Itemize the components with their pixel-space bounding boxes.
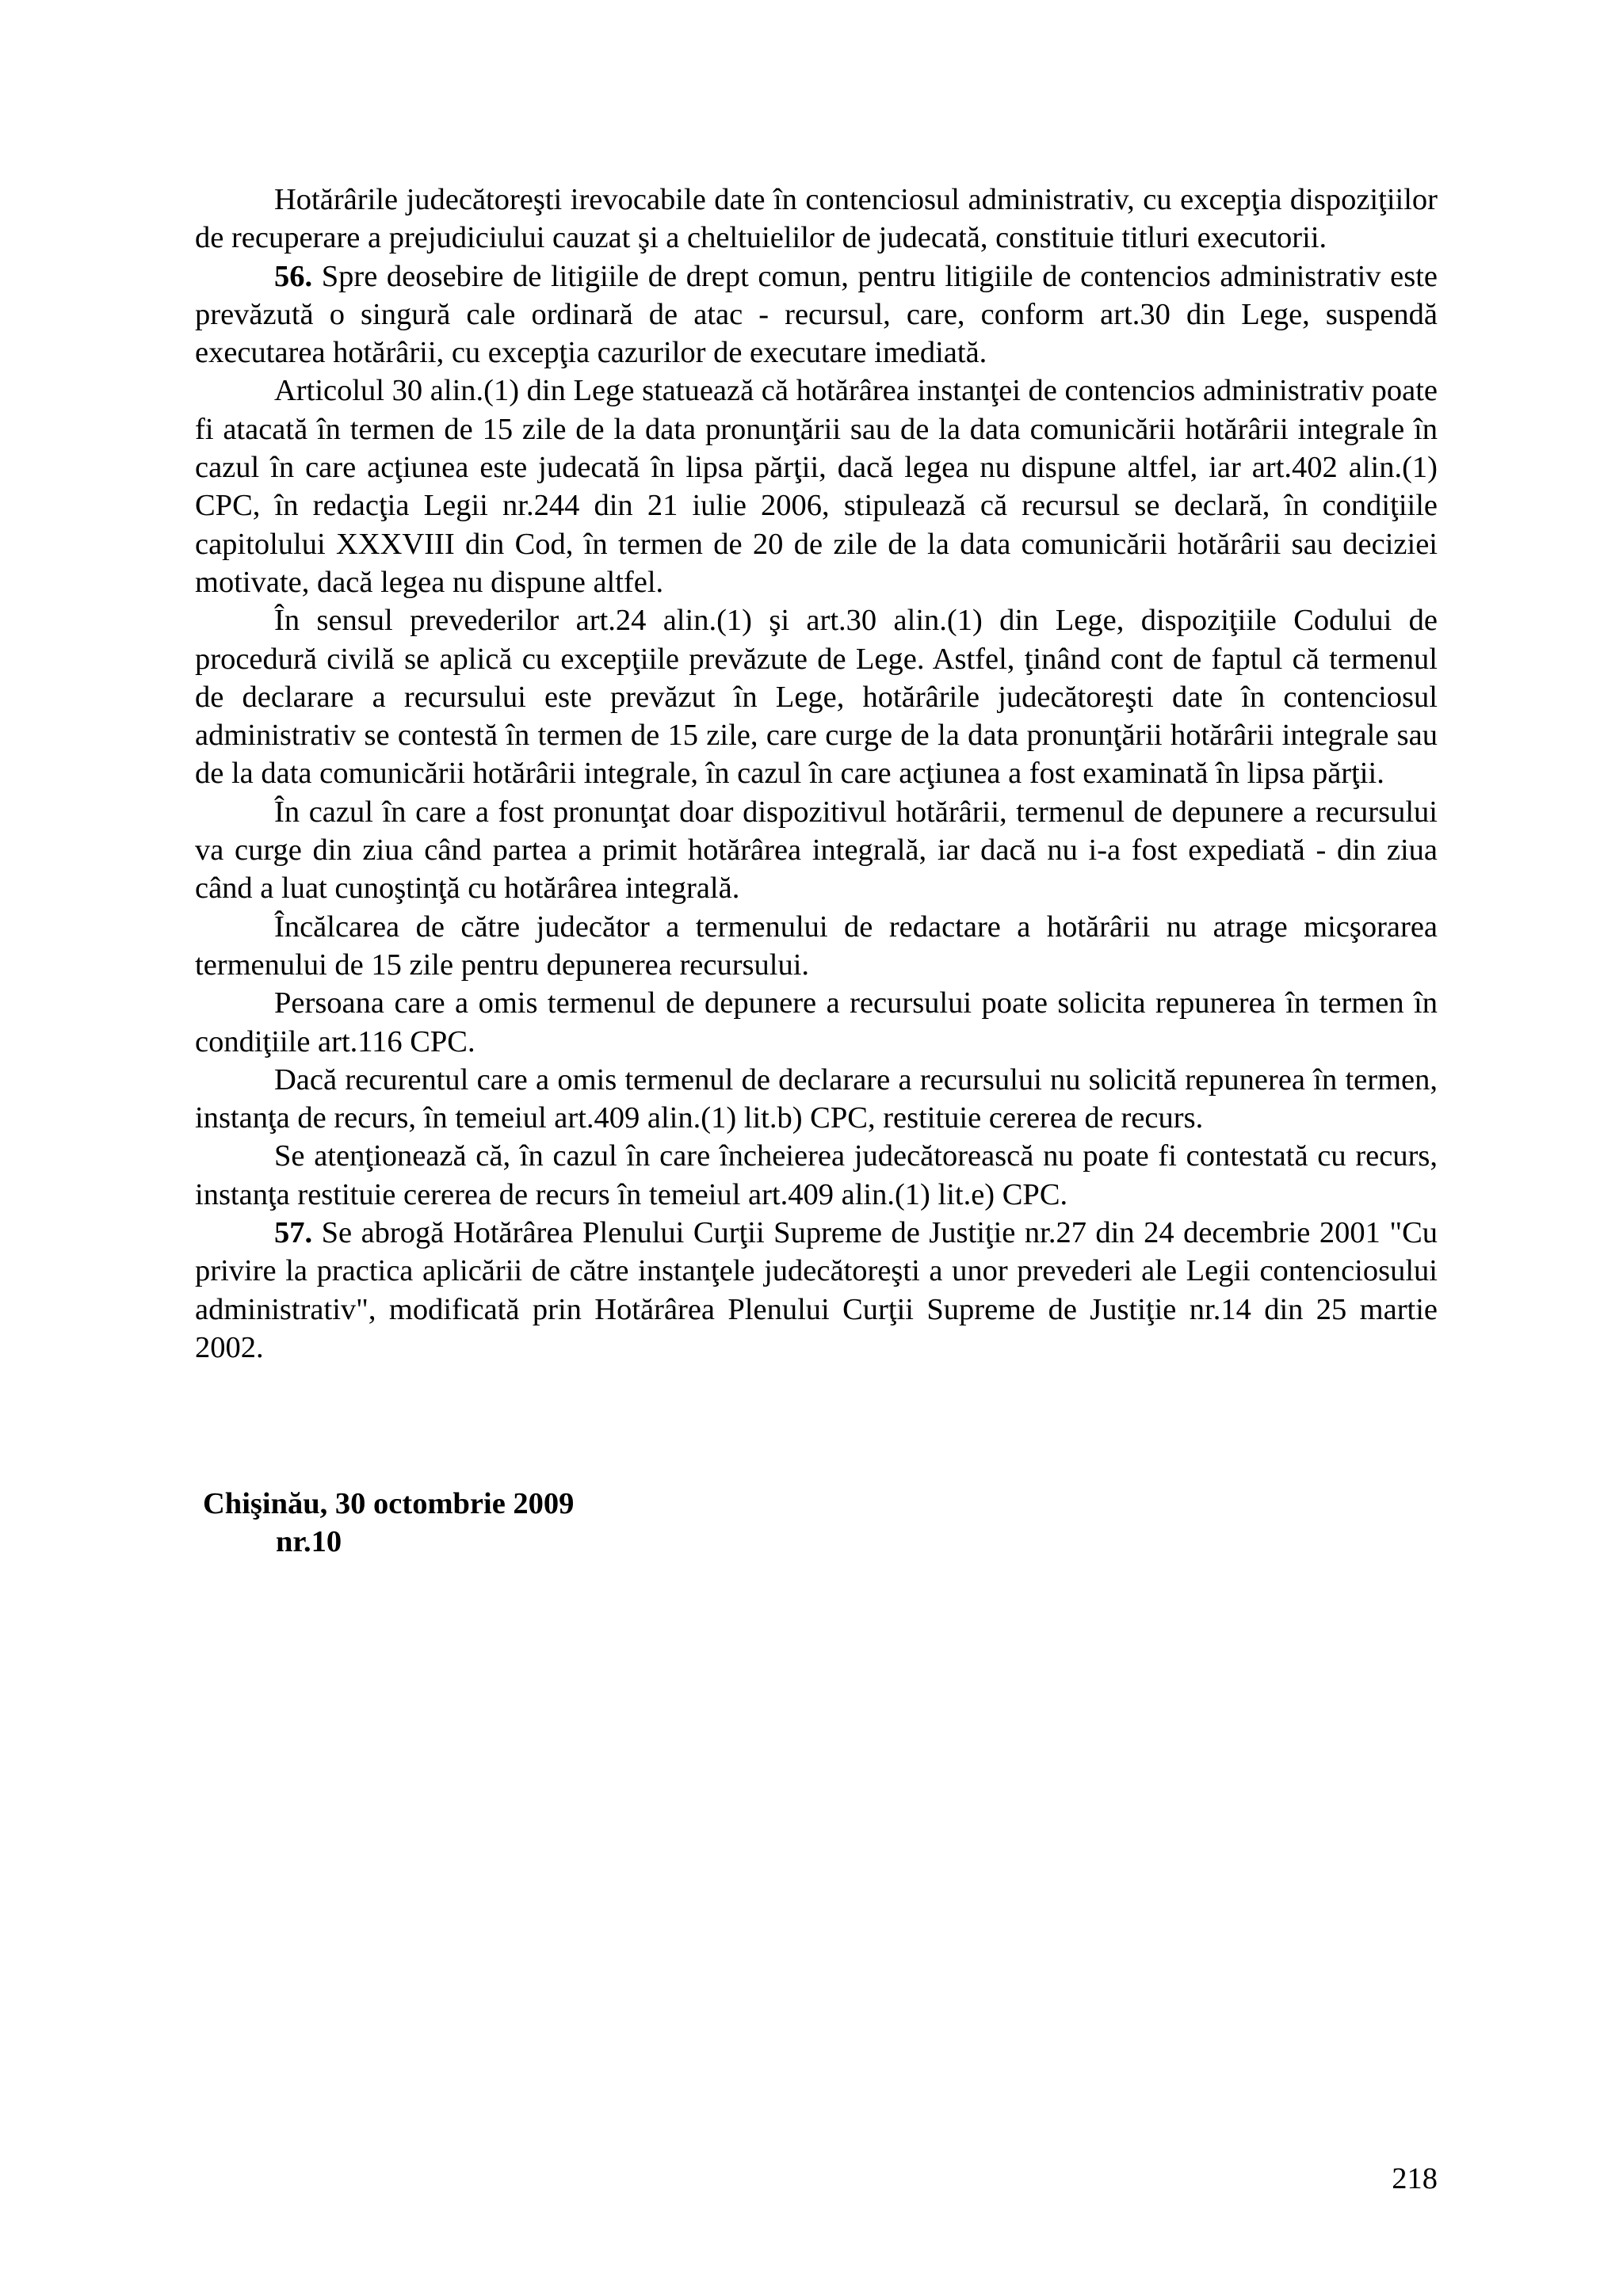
paragraph-6-text: Încălcarea de către judecător a termenului de redactare a hotărârii nu atrage micşorarea termenului de 15 zile pentru depunerea recursului. xyxy=(195,910,1438,982)
signature-place-date: Chişinău, 30 octombrie 2009 xyxy=(203,1487,575,1520)
paragraph-4 xyxy=(195,601,1438,792)
paragraph-9 xyxy=(195,1137,1438,1214)
paragraph-7-text: Persoana care a omis termenul de depunere a recursului poate solicita repunerea în termen în condiţiile art.116 CPC. xyxy=(195,986,1438,1058)
paragraph-7 xyxy=(195,984,1438,1061)
document-body xyxy=(195,181,1438,1367)
paragraph-4-text: În sensul prevederilor art.24 alin.(1) şi art.30 alin.(1) din Lege, dispoziţiile Codului de procedură civilă se aplică cu excepţiile prevăzute de Lege. Astfel, ţinând cont de faptul că termenul de declarare a recursului este prevăzut în Lege, hotărârile judecătoreşti date în contenciosul administrativ se contestă în termen de 15 zile, care curge de la data pronunţării hotărârii integrale sau de la data comunicării hotărârii integrale, în cazul în care acţiunea a fost examinată în lipsa părţii. xyxy=(195,604,1438,791)
paragraph-5-text: În cazul în care a fost pronunţat doar dispozitivul hotărârii, termenul de depunere a recursului va curge din ziua când partea a primit hotărârea integrală, iar dacă nu i-a fost expediată - din ziua când a luat cunoştinţă cu hotărârea integrală. xyxy=(195,795,1438,906)
paragraph-9-text: Se atenţionează că, în cazul în care încheierea judecătorească nu poate fi contestată cu recurs, instanţa restituie cererea de recurs în temeiul art.409 alin.(1) lit.e) CPC. xyxy=(195,1139,1438,1211)
paragraph-1-text: Hotărârile judecătoreşti irevocabile date în contenciosul administrativ, cu excepţia dispoziţiilor de recuperare a prejudiciului cauzat şi a cheltuielilor de judecată, constituie titluri executorii. xyxy=(195,183,1438,255)
page-number: 218 xyxy=(1392,2162,1438,2195)
paragraph-3-text: Articolul 30 alin.(1) din Lege statuează că hotărârea instanţei de contencios administrativ poate fi atacată în termen de 15 zile de la data pronunţării sau de la data comunicării hotărârii integrale în cazul în care acţiunea este judecată în lipsa părţii, dacă legea nu dispune altfel, iar art.402 alin.(1) CPC, în redacţia Legii nr.244 din 21 iulie 2006, stipulează că recursul se declară, în condiţiile capitolului XXXVIII din Cod, în termen de 20 de zile de la data comunicării hotărârii sau deciziei motivate, dacă legea nu dispune altfel. xyxy=(195,374,1438,599)
paragraph-8-text: Dacă recurentul care a omis termenul de declarare a recursului nu solicită repunerea în termen, instanţa de recurs, în temeiul art.409 alin.(1) lit.b) CPC, restituie cererea de recurs. xyxy=(195,1062,1438,1135)
paragraph-3 xyxy=(195,372,1438,601)
paragraph-57-text: Se abrogă Hotărârea Plenului Curţii Supreme de Justiţie nr.27 din 24 decembrie 2001 "Cu privire la practica aplicării de către instanţele judecătoreşti a unor prevederi ale Legii contenciosului administrativ", modificată prin Hotărârea Plenului Curţii Supreme de Justiţie nr.14 din 25 martie 2002. xyxy=(195,1216,1438,1364)
paragraph-57-number: 57. xyxy=(274,1216,313,1250)
paragraph-57 xyxy=(195,1214,1438,1367)
signature-block xyxy=(203,1485,574,1561)
paragraph-56-number: 56. xyxy=(274,259,313,293)
paragraph-56 xyxy=(195,257,1438,372)
paragraph-6 xyxy=(195,908,1438,985)
signature-number: nr.10 xyxy=(276,1525,342,1558)
paragraph-1 xyxy=(195,181,1438,257)
paragraph-5 xyxy=(195,793,1438,908)
paragraph-8 xyxy=(195,1061,1438,1138)
paragraph-56-text: Spre deosebire de litigiile de drept comun, pentru litigiile de contencios administrativ este prevăzută o singură cale ordinară de atac - recursul, care, conform art.30 din Lege, suspendă executarea hotărârii, cu excepţia cazurilor de executare imediată. xyxy=(195,259,1438,370)
